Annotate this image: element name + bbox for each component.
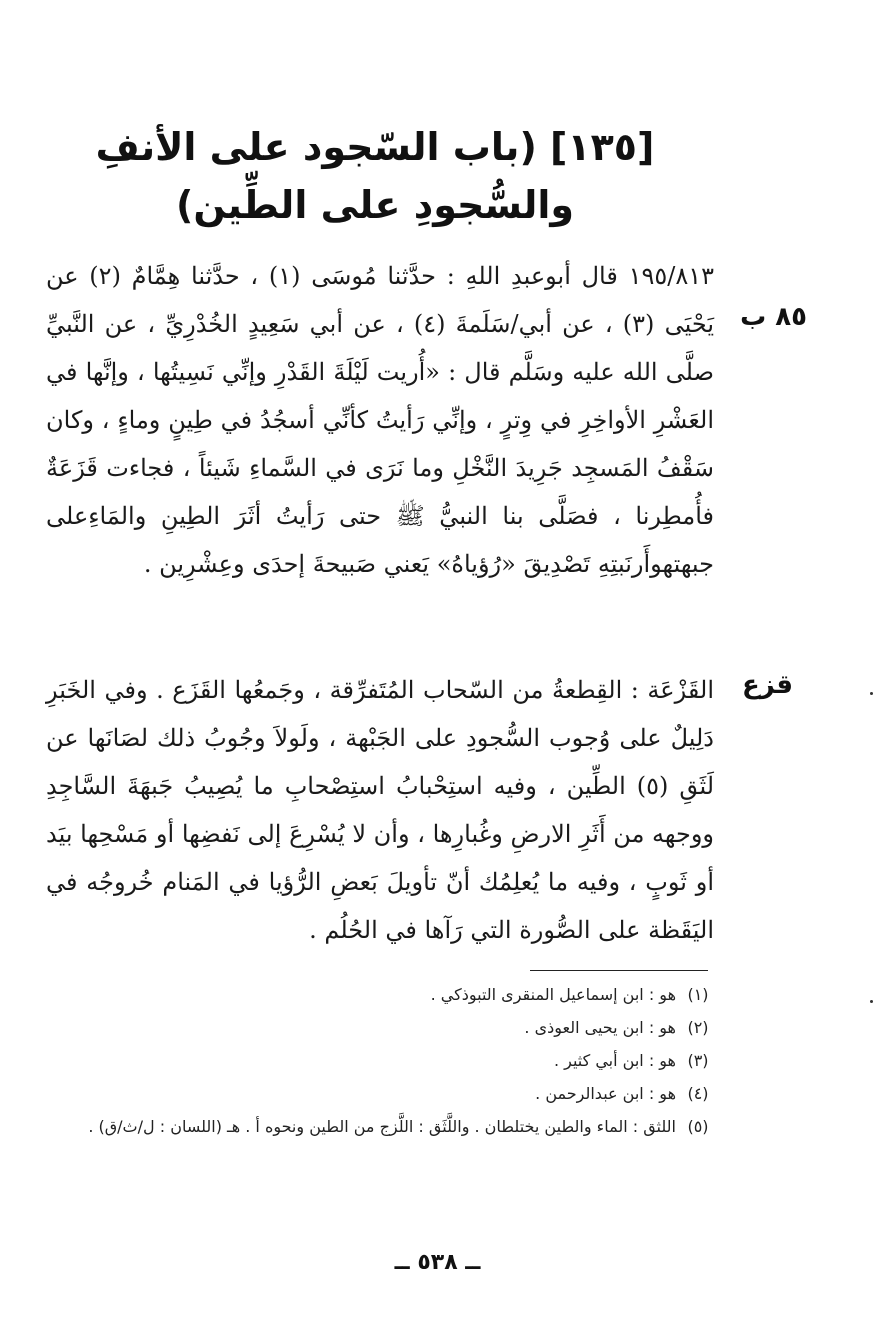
footnote	[80, 982, 720, 1008]
scan-speck	[870, 1000, 873, 1003]
footnote	[80, 1015, 720, 1041]
scan-speck	[870, 692, 873, 695]
footnote-text: هو : ابن إسماعيل المنقرى التبوذكي .	[430, 985, 676, 1004]
footnote-number: (٣)	[687, 1051, 709, 1070]
footnotes-section	[80, 982, 720, 1147]
manuscript-folio-marker: ٨٥ ب	[740, 302, 807, 332]
footnote-text: اللثق : الماء والطين يختلطان . واللَّثَق : اللَّزج من الطين ونحوه أ . هـ (اللسان : ل/ث/ق) .	[88, 1117, 676, 1136]
footnote-number: (٥)	[687, 1117, 709, 1136]
footnote	[80, 1114, 720, 1140]
footnote-number: (٤)	[687, 1084, 709, 1103]
footnote-number: (٢)	[687, 1018, 709, 1037]
page-number: ــ ٥٣٨ ــ	[394, 1250, 481, 1275]
hadith-paragraph: ١٩٥/٨١٣ قال أبوعبدِ اللهِ : حدَّثنا مُوسَى (١) ، حدَّثنا هِمَّامٌ (٢) عن يَحْيَى (٣) ، عن أبي/سَلَمةَ (٤) ، عن أبي سَعِيدٍ الخُدْرِيِّ ، عن النَّبيِّ صلَّى الله عليه وسَلَّم قال : «أُريت لَيْلَةَ القَدْرِ وإنِّي نَسِيتُها ، وإنَّها في العَشْرِ الأواخِرِ في وِترٍ ، وإنِّي رَأيتُ كأنِّي أسجُدُ في طِينٍ وماءٍ ، وكان سَقْفُ المَسجِد جَرِيدَ النَّخْلِ وما نَرَى في السَّماءِ شَيئاً ، فجاءت قَزَعَةٌ فأُمطِرنا ، فصَلَّى بنا النبيُّ ﷺ حتى رَأيتُ أثَرَ الطِينِ والمَاءِعلى جبهتهوأَرنَبتِهِ تَصْدِيقَ «رُؤياهُ» يَعني صَبيحةَ إحدَى وعِشْرِين .	[46, 262, 715, 578]
footnote-number: (١)	[687, 985, 709, 1004]
margin-keyword: قزع	[742, 670, 793, 700]
footnote-separator	[530, 970, 708, 971]
footnote	[80, 1048, 720, 1074]
footnote-text: هو : ابن أبي كثير .	[553, 1051, 676, 1070]
footnote	[80, 1081, 720, 1107]
footnote-text: هو : ابن عبدالرحمن .	[535, 1084, 676, 1103]
explanation-paragraph: القَزْعَة : القِطعةُ من السّحاب المُتَفرِّقة ، وجَمعُها القَزَع . وفي الخَبَرِ دَلِيلٌ على وُجوب السُّجودِ على الجَبْهة ، ولَولاَ وجُوبُ ذلك لصَانَها عن لَثَقِ (٥) الطِّين ، وفيه استِحْبابُ استِصْحابِ ما يُصِيبُ جَبهَةَ السَّاجِدِ ووجهه من أَثَرِ الارضِ وغُبارِها ، وأن لا يُسْرِعَ إلى نَفضِها أو مَسْحِها بيَد أو ثَوبٍ ، وفيه ما يُعلِمُك أنّ تأويلَ بَعضِ الرُّؤيا في المَنام خُروجُه في اليَقَظة على الصُّورة التي رَآها في الحُلُم .	[46, 676, 715, 944]
chapter-title: [١٣٥] (باب السّجود على الأنفِ والسُّجودِ على الطِّين)	[95, 125, 655, 227]
footnote-text: هو : ابن يحيى العوذى .	[524, 1018, 676, 1037]
